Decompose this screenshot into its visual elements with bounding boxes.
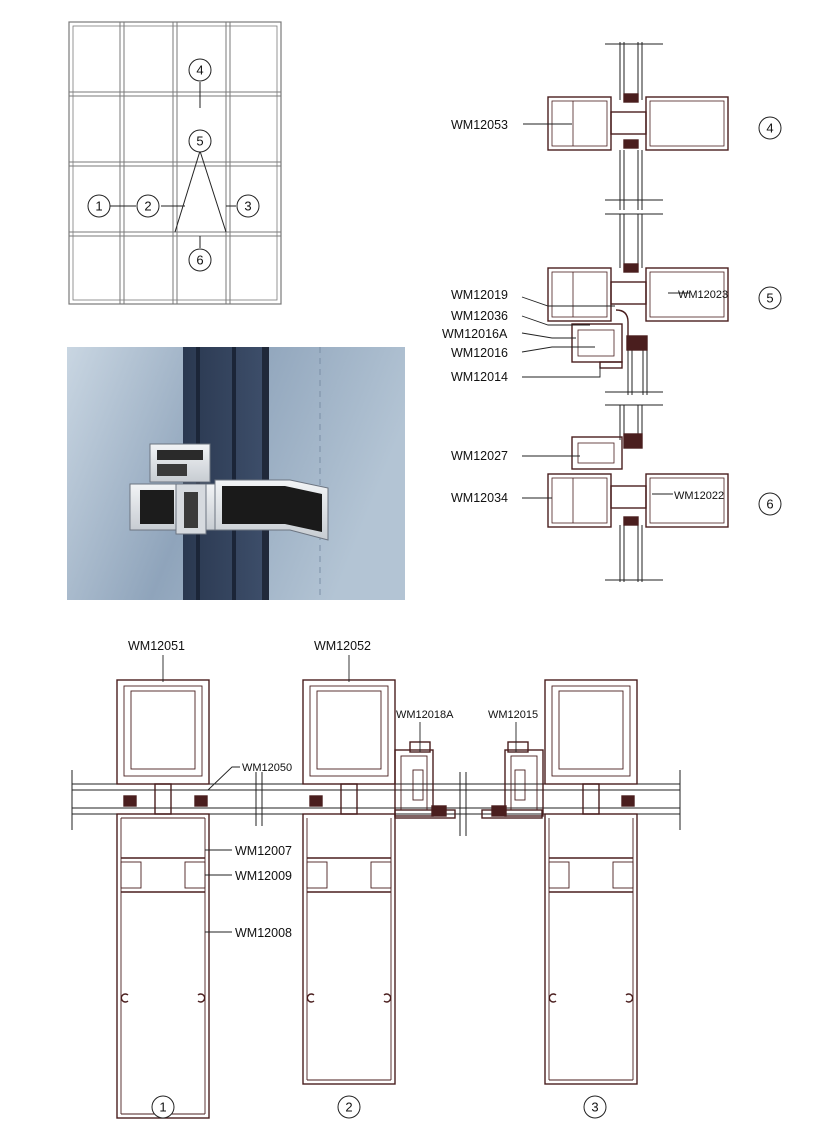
svg-text:5: 5 bbox=[766, 290, 774, 306]
svg-text:4: 4 bbox=[766, 120, 774, 136]
bottom-section-numbers bbox=[152, 1096, 606, 1118]
grid-elevation bbox=[69, 22, 281, 304]
label-WM12008: WM12008 bbox=[235, 926, 292, 940]
section-number-1 bbox=[152, 1096, 174, 1118]
label-WM12051: WM12051 bbox=[128, 639, 185, 653]
label-WM12019: WM12019 bbox=[451, 288, 508, 302]
marker-1 bbox=[88, 195, 110, 217]
svg-text:4: 4 bbox=[196, 62, 204, 78]
svg-text:2: 2 bbox=[144, 198, 152, 214]
label-WM12007: WM12007 bbox=[235, 844, 292, 858]
section-4-profile bbox=[548, 94, 728, 150]
section-number-2 bbox=[338, 1096, 360, 1118]
label-WM12052: WM12052 bbox=[314, 639, 371, 653]
bottom-leaders bbox=[163, 655, 516, 932]
label-WM12009: WM12009 bbox=[235, 869, 292, 883]
label-WM12027: WM12027 bbox=[451, 449, 508, 463]
label-WM12050: WM12050 bbox=[242, 762, 293, 774]
section-number-6 bbox=[759, 493, 781, 515]
profile-render-photo bbox=[67, 347, 405, 600]
label-WM12016A: WM12016A bbox=[442, 327, 508, 341]
right-leaders bbox=[522, 124, 690, 498]
right-labels bbox=[442, 118, 728, 505]
right-section-numbers bbox=[759, 117, 781, 515]
label-WM12018A: WM12018A bbox=[396, 709, 454, 721]
label-WM12016: WM12016 bbox=[451, 346, 508, 360]
svg-text:3: 3 bbox=[591, 1099, 599, 1115]
marker-5 bbox=[189, 130, 211, 152]
svg-text:2: 2 bbox=[345, 1099, 353, 1115]
label-WM12015: WM12015 bbox=[488, 709, 539, 721]
marker-6 bbox=[189, 249, 211, 271]
marker-2 bbox=[137, 195, 159, 217]
marker-4 bbox=[189, 59, 211, 81]
label-WM12022: WM12022 bbox=[674, 490, 725, 502]
horizontal-section-glass bbox=[72, 770, 680, 836]
svg-text:6: 6 bbox=[196, 252, 204, 268]
svg-text:6: 6 bbox=[766, 496, 774, 512]
label-WM12023: WM12023 bbox=[678, 289, 729, 301]
section-number-3 bbox=[584, 1096, 606, 1118]
label-WM12014: WM12014 bbox=[451, 370, 508, 384]
marker-3 bbox=[237, 195, 259, 217]
label-WM12053: WM12053 bbox=[451, 118, 508, 132]
mullion-section-3 bbox=[482, 680, 637, 1084]
label-WM12036: WM12036 bbox=[451, 309, 508, 323]
svg-text:3: 3 bbox=[244, 198, 252, 214]
svg-text:1: 1 bbox=[95, 198, 103, 214]
section-number-5 bbox=[759, 287, 781, 309]
mullion-section-2 bbox=[303, 680, 455, 1084]
section-number-4 bbox=[759, 117, 781, 139]
section-5-profile bbox=[548, 264, 728, 368]
svg-text:5: 5 bbox=[196, 133, 204, 149]
section-6-profile bbox=[548, 434, 728, 527]
glass-lines bbox=[605, 42, 663, 582]
mullion-section-1 bbox=[117, 680, 209, 1118]
svg-text:1: 1 bbox=[159, 1099, 167, 1115]
label-WM12034: WM12034 bbox=[451, 491, 508, 505]
